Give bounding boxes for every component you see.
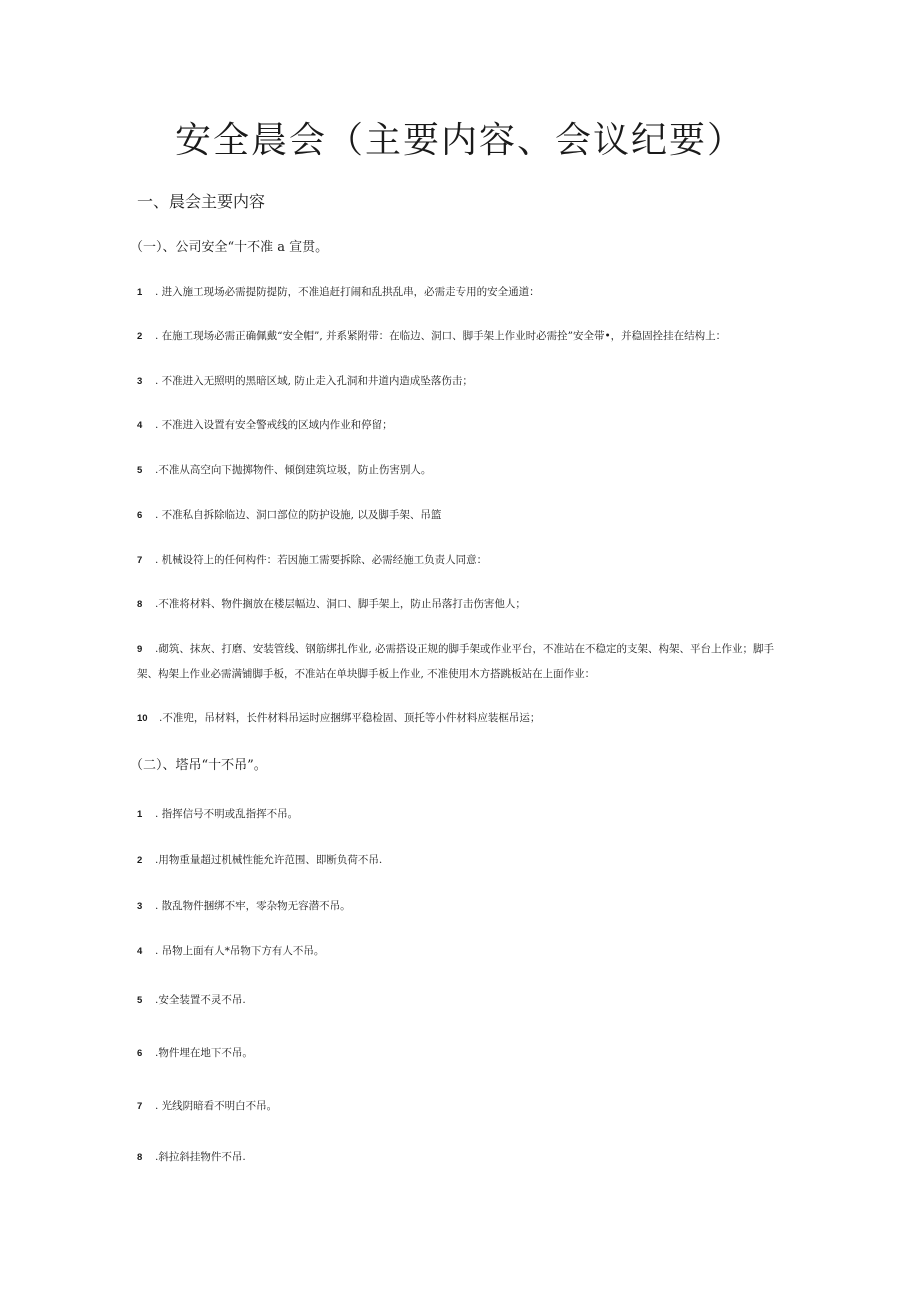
- item-number: 1: [137, 809, 143, 820]
- item-text: . 指挥信号不明或乱指挥不吊。: [155, 808, 299, 820]
- list-item: [137, 848, 797, 873]
- item-number: 6: [137, 510, 143, 521]
- item-number: 5: [137, 465, 143, 476]
- item-number: 4: [137, 946, 143, 957]
- item-number: 3: [137, 376, 143, 387]
- item-text: . 机械设符上的任何构件：若因施工需要拆除、必需经施工负责人同意：: [155, 554, 488, 566]
- list-item: [137, 369, 797, 394]
- item-text: .斜拉斜挂物件不吊.: [155, 1151, 246, 1163]
- item-text: . 在施工现场必需正确佩戴“安全帽”, 并系紧附带：在临边、洞口、脚手架上作业时必需拴”安全带•，并稳固拴挂在结构上：: [155, 330, 727, 342]
- item-number: 2: [137, 855, 143, 866]
- item-number: 7: [137, 555, 143, 566]
- list-item: [137, 280, 797, 305]
- item-number: 9: [137, 644, 143, 655]
- item-text: .物件埋在地下不吊。: [155, 1047, 253, 1059]
- item-text: .不准兜，吊材料，长件材料吊运时应捆绑平稳检固、顶托等小件材料应装框吊运；: [159, 712, 541, 724]
- item-text: . 进入施工现场必需提防提防，不准追赶打闹和乱拱乱串，必需走专用的安全通道：: [155, 286, 540, 298]
- item-text: .不准从高空向下抛掷物件、倾倒建筑垃圾，防止伤害别人。: [155, 464, 432, 476]
- list-item: [137, 706, 797, 731]
- section-heading: 一、晨会主要内容: [137, 192, 266, 211]
- item-text: .安全装置不灵不吊.: [155, 994, 246, 1006]
- part1-heading: （一）、公司安全“十不准 a 宣贯。: [130, 240, 329, 255]
- item-number: 4: [137, 420, 143, 431]
- list-item: [137, 1041, 797, 1066]
- part2-heading: （二）、塔吊“十不吊”。: [130, 758, 267, 773]
- list-item: [137, 548, 797, 573]
- list-item: [137, 637, 787, 686]
- item-number: 10: [137, 713, 148, 724]
- list-item: [137, 503, 797, 528]
- list-item: [137, 324, 797, 349]
- item-text: . 不准进入设置有安全警戒线的区域内作业和停留；: [155, 419, 393, 431]
- item-number: 6: [137, 1048, 143, 1059]
- item-text: .用物重量超过机械性能允许范围、即断负荷不吊.: [155, 854, 383, 866]
- document-title: 安全晨会（主要内容、会议纪要）: [174, 120, 745, 161]
- item-text: .砌筑、抹灰、打磨、安装管线、钢筋绑扎作业, 必需搭设正规的脚手架或作业平台，不准站在不稳定的支架、构架、平台上作业；脚手架、构架上作业必需满铺脚手板，不准站在单块脚手板上作业, 不准使用木方搭跳板站在上面作业：: [137, 643, 775, 680]
- item-text: . 不准私自拆除临边、洞口部位的防护设施, 以及脚手架、吊篮: [155, 509, 442, 521]
- list-item: [137, 939, 797, 964]
- item-text: . 吊物上面有人*吊物下方有人不吊。: [155, 945, 325, 957]
- item-number: 1: [137, 287, 143, 298]
- item-number: 7: [137, 1101, 143, 1112]
- list-item: [137, 988, 797, 1013]
- list-item: [137, 458, 797, 483]
- item-number: 8: [137, 599, 143, 610]
- list-item: [137, 802, 797, 827]
- item-number: 5: [137, 995, 143, 1006]
- item-text: . 光线阴暗看不明白不吊。: [155, 1100, 278, 1112]
- item-text: .不准将材料、物件搁放在楼层幅边、洞口、脚手架上，防止吊落打击伤害他人；: [155, 598, 526, 610]
- list-item: [137, 592, 797, 617]
- item-text: . 散乱物件捆绑不牢，零杂物无容潜不吊。: [155, 900, 351, 912]
- list-item: [137, 1094, 797, 1119]
- list-item: [137, 413, 797, 438]
- list-item: [137, 1145, 797, 1170]
- item-text: . 不准进入无照明的黑暗区域, 防止走入孔洞和井道内造成坠落伤击；: [155, 375, 473, 387]
- item-number: 3: [137, 901, 143, 912]
- item-number: 2: [137, 331, 143, 342]
- item-number: 8: [137, 1152, 143, 1163]
- list-item: [137, 894, 797, 919]
